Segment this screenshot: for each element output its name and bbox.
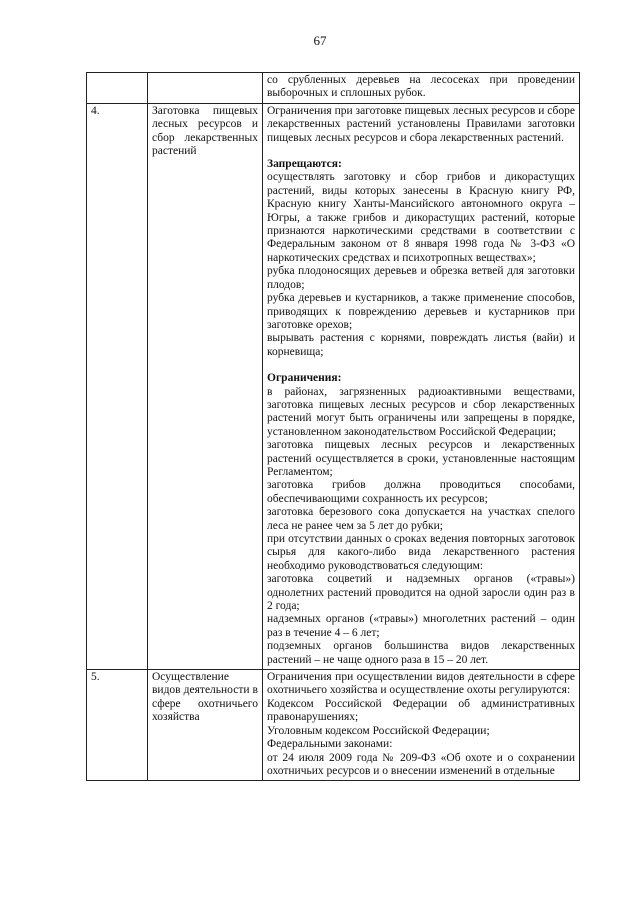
row-number (87, 73, 148, 104)
paragraph: от 24 июля 2009 года № 209-ФЗ «Об охоте и о сохранении охотничьих ресурсов и о внесении изменений в отдельные (267, 751, 575, 777)
paragraph: Федеральными законами: (267, 738, 393, 751)
paragraph: заготовка березового сока допускается на участках спелого леса не ранее чем за 5 лет до рубки; (267, 506, 575, 532)
paragraph: со срубленных деревьев на лесосеках при проведении выборочных и сплошных рубок. (267, 74, 575, 100)
paragraph: заготовка пищевых лесных ресурсов и лекарственных растений осуществляется в сроки, установленные настоящим Регламентом; (267, 439, 575, 478)
paragraph: заготовка грибов должна проводиться способами, обеспечивающими сохранность их ресурсов; (267, 479, 575, 505)
restrictions-text (263, 73, 580, 104)
paragraph: Кодексом Российской Федерации об административных правонарушениях; (267, 697, 575, 724)
paragraph: вырывать растения с корнями, повреждать листья (вайи) и корневища; (267, 332, 575, 358)
paragraph: осуществлять заготовку и сбор грибов и дикорастущих растений, виды которых занесены в Красную книгу РФ, Красную книгу Ханты-Мансийского автономного округа – Югры, а также грибов и дикорастущих растений, которые признаются наркотическими средствами в соответствии с Федеральным законом от 8 января 1998 года № 3-ФЗ «О наркотических средствах и психотропных веществах»; (267, 171, 575, 264)
paragraph: подземных органов большинства видов лекарственных растений – не чаще одного раза в 15 – 20 лет. (267, 640, 575, 666)
restrictions-text (263, 670, 580, 781)
restrictions-heading: Ограничения: (267, 372, 342, 385)
paragraph: Ограничения при осуществлении видов деятельности в сфере охотничьего хозяйства и осуществление охоты регулируются: (267, 671, 575, 697)
paragraph: рубка деревьев и кустарников, а также применение способов, приводящих к повреждению деревьев и кустарников при заготовке орехов; (267, 292, 575, 331)
paragraph: рубка плодоносящих деревьев и обрезка ветвей для заготовки плодов; (267, 265, 575, 291)
paragraph: Ограничения при заготовке пищевых лесных ресурсов и сборе лекарственных растений установлены Правилами заготовки пищевых лесных ресурсов и сбора лекарственных растений. (267, 104, 575, 144)
activity-name: Осуществление видов деятельности в сфере охотничьего хозяйства (148, 670, 263, 781)
activity-name: Заготовка пищевых лесных ресурсов и сбор лекарственных растений (148, 103, 263, 669)
paragraph: при отсутствии данных о сроках ведения повторных заготовок сырья для какого-либо вида лекарственного растения необходимо руководствоваться следующим: (267, 533, 575, 572)
table-row (87, 670, 580, 781)
paragraph: надземных органов («травы») многолетних растений – один раз в течение 4 – 6 лет; (267, 613, 575, 639)
paragraph: заготовка соцветий и надземных органов («травы») однолетних растений проводится на одной заросли один раз в 2 года; (267, 573, 575, 613)
regulation-table (86, 72, 580, 781)
prohibited-heading: Запрещаются: (267, 158, 342, 171)
row-number: 4. (87, 103, 148, 669)
table-row (87, 103, 580, 669)
paragraph: в районах, загрязненных радиоактивными веществами, заготовка пищевых лесных ресурсов и сбор лекарственных растений могут быть ограничены или запрещены в порядке, установленном законодательством Российской Федерации; (267, 385, 575, 438)
paragraph: Уголовным кодексом Российской Федерации; (267, 724, 490, 737)
row-number: 5. (87, 670, 148, 781)
activity-name (148, 73, 263, 104)
table-row (87, 73, 580, 104)
page-number: 67 (313, 33, 327, 48)
restrictions-text (263, 103, 580, 669)
